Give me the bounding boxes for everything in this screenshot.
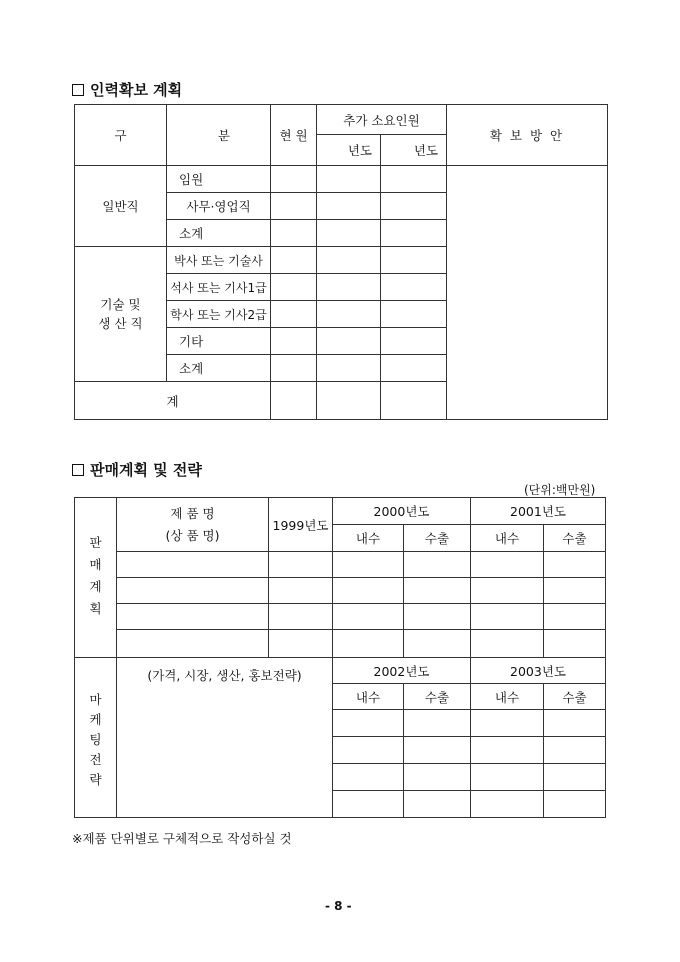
cell: [117, 578, 269, 604]
cell: [333, 791, 404, 818]
header-export: 수출: [544, 525, 606, 552]
header-gubun-1: 구: [75, 105, 167, 166]
cell: [333, 630, 404, 658]
cell: [404, 737, 471, 764]
cell: [381, 220, 447, 247]
header-export: 수출: [404, 525, 471, 552]
cell: [544, 578, 606, 604]
sales-plan-table: [74, 497, 606, 818]
header-year-1999: 1999년도: [269, 498, 333, 552]
cell: [381, 166, 447, 193]
cell: [333, 737, 404, 764]
cell: [544, 604, 606, 630]
header-domestic: 내수: [471, 684, 544, 710]
cell: [404, 578, 471, 604]
header-product-name: [117, 498, 269, 552]
side-char: 팅: [89, 732, 102, 747]
cell: [317, 301, 381, 328]
cell: [381, 355, 447, 382]
group-general-label: 일반직: [75, 166, 167, 247]
cell: [381, 382, 447, 420]
cell: [544, 791, 606, 818]
cell: [271, 166, 317, 193]
cell: [544, 764, 606, 791]
header-plan: 확 보 방 안: [447, 105, 608, 166]
row-label-executive: 임원: [167, 166, 271, 193]
checkbox-square-icon: [72, 84, 84, 96]
cell: [317, 382, 381, 420]
header-year-2002: 2002년도: [333, 658, 471, 684]
cell: [271, 193, 317, 220]
header-domestic: 내수: [333, 684, 404, 710]
footnote: ※제품 단위별로 구체적으로 작성하실 것: [72, 831, 292, 846]
cell: [333, 604, 404, 630]
group-tech-label-line2: 생 산 직: [98, 316, 143, 331]
cell: [471, 630, 544, 658]
cell: [317, 166, 381, 193]
side-char: 획: [89, 601, 102, 616]
row-label-tech-subtotal: 소계: [167, 355, 271, 382]
side-char: 략: [89, 772, 102, 787]
cell: [271, 220, 317, 247]
marketing-strategy-note: (가격, 시장, 생산, 홍보전략): [147, 668, 302, 683]
cell: [269, 578, 333, 604]
cell: [381, 301, 447, 328]
cell: [333, 764, 404, 791]
side-char: 케: [89, 712, 102, 727]
cell: [404, 710, 471, 737]
cell: [117, 604, 269, 630]
side-char: 매: [89, 557, 102, 572]
header-domestic: 내수: [333, 525, 404, 552]
cell: [117, 630, 269, 658]
group-tech-label: [75, 247, 167, 382]
cell: [544, 630, 606, 658]
cell: [404, 630, 471, 658]
header-current: 현 원: [271, 105, 317, 166]
unit-label: (단위:백만원): [524, 483, 596, 497]
section1-heading: [72, 79, 182, 100]
manpower-table: [74, 104, 608, 420]
side-char: 계: [89, 579, 102, 594]
cell: [271, 301, 317, 328]
cell: [404, 791, 471, 818]
side-char: 판: [89, 535, 102, 550]
row-label-other: 기타: [167, 328, 271, 355]
page-number: - 8 -: [325, 899, 352, 913]
cell: [381, 328, 447, 355]
cell: [333, 578, 404, 604]
cell: [271, 355, 317, 382]
row-label-total: 계: [75, 382, 271, 420]
row-label-phd: 박사 또는 기술사: [167, 247, 271, 274]
cell: [544, 737, 606, 764]
sales-plan-side-label: [75, 498, 117, 658]
cell: [271, 274, 317, 301]
header-export: 수출: [544, 684, 606, 710]
header-gubun-2: 분: [167, 105, 271, 166]
cell: [404, 552, 471, 578]
cell: [117, 552, 269, 578]
group-tech-label-line1: 기술 및: [100, 297, 141, 312]
cell: [404, 604, 471, 630]
header-export: 수출: [404, 684, 471, 710]
cell: [317, 193, 381, 220]
cell: [381, 274, 447, 301]
section1-title: 인력확보 계획: [90, 81, 183, 99]
header-year-2003: 2003년도: [471, 658, 606, 684]
cell: [544, 552, 606, 578]
cell: [381, 193, 447, 220]
cell: [317, 328, 381, 355]
side-char: 마: [89, 692, 102, 707]
cell: [471, 764, 544, 791]
cell: [271, 328, 317, 355]
cell: [271, 247, 317, 274]
cell: [269, 604, 333, 630]
header-year-2000: 2000년도: [333, 498, 471, 525]
section2-title: 판매계획 및 전략: [90, 461, 202, 479]
header-additional: 추가 소요인원: [317, 105, 447, 135]
cell: [317, 220, 381, 247]
header-year-a: 년도: [317, 135, 381, 166]
row-label-masters: 석사 또는 기사1급: [167, 274, 271, 301]
side-char: 전: [89, 752, 102, 767]
marketing-strategy-cell: [117, 658, 333, 818]
cell: [333, 710, 404, 737]
header-year-2001: 2001년도: [471, 498, 606, 525]
cell: [271, 382, 317, 420]
header-year-b: 년도: [381, 135, 447, 166]
cell: [269, 630, 333, 658]
marketing-side-label: [75, 658, 117, 818]
header-domestic: 내수: [471, 525, 544, 552]
cell: [471, 578, 544, 604]
cell: [404, 764, 471, 791]
row-label-bachelor: 학사 또는 기사2급: [167, 301, 271, 328]
plan-cell: [447, 166, 608, 420]
cell: [317, 247, 381, 274]
row-label-office-sales: 사무·영업직: [167, 193, 271, 220]
cell: [471, 710, 544, 737]
cell: [471, 552, 544, 578]
cell: [317, 274, 381, 301]
section2-heading: [72, 459, 202, 480]
cell: [544, 710, 606, 737]
cell: [317, 355, 381, 382]
cell: [381, 247, 447, 274]
checkbox-square-icon: [72, 464, 84, 476]
cell: [269, 552, 333, 578]
product-name-line1: 제 품 명: [170, 505, 215, 521]
cell: [471, 791, 544, 818]
cell: [333, 552, 404, 578]
cell: [471, 737, 544, 764]
row-label-general-subtotal: 소계: [167, 220, 271, 247]
cell: [471, 604, 544, 630]
product-name-line2: (상 품 명): [165, 527, 220, 543]
